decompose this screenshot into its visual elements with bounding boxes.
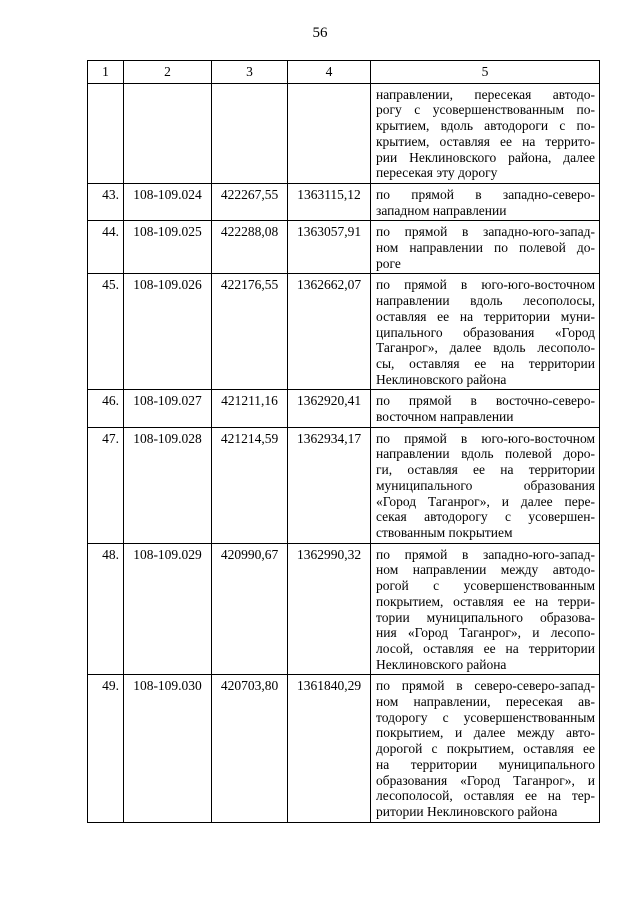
- description-line: пересекая эту дорогу: [376, 165, 498, 181]
- description-cell: [371, 427, 600, 543]
- description-cell: [371, 543, 600, 675]
- num-cell: 44.: [88, 221, 124, 274]
- description-line: роге: [376, 255, 401, 271]
- y-coordinate-cell: [288, 83, 371, 183]
- description-line: по прямой в северо-северо-запад-: [376, 678, 595, 694]
- description-line: крытием, вдоль автодороги с по-: [376, 118, 595, 134]
- description-line: по прямой в юго-юго-восточном: [376, 277, 595, 293]
- description-line: оставляя ее на территории муни-: [376, 308, 595, 324]
- description-line: лосой, оставляя ее на территории: [376, 640, 595, 656]
- code-cell: 108-109.030: [124, 675, 212, 822]
- description-line: ствованным покрытием: [376, 524, 513, 540]
- description-line: западном направлении: [376, 202, 507, 218]
- description-cell: [371, 221, 600, 274]
- y-coordinate-cell: 1362990,32: [288, 543, 371, 675]
- description-line: рии Неклиновского района, далее: [376, 149, 595, 165]
- num-cell: 48.: [88, 543, 124, 675]
- description-line: секая автодорогу с усовершен-: [376, 509, 595, 525]
- description-line: тории муниципального образова-: [376, 609, 595, 625]
- description-cell: [371, 390, 600, 427]
- description-line: направлении вдоль полевой доро-: [376, 446, 595, 462]
- y-coordinate-cell: 1362920,41: [288, 390, 371, 427]
- description-cell: [371, 83, 600, 183]
- description-line: по прямой в западно-северо-: [376, 186, 595, 202]
- description-line: по прямой в юго-юго-восточном: [376, 430, 595, 446]
- description-line: Таганрог», далее вдоль лесополо-: [376, 340, 595, 356]
- description-line: ном направлении по полевой до-: [376, 240, 595, 256]
- num-cell: 49.: [88, 675, 124, 822]
- y-coordinate-cell: 1361840,29: [288, 675, 371, 822]
- num-cell: 46.: [88, 390, 124, 427]
- description-line: восточном направлении: [376, 409, 514, 425]
- x-coordinate-cell: 421214,59: [212, 427, 288, 543]
- description-line: ном направлении, пересекая ав-: [376, 694, 595, 710]
- x-coordinate-cell: 422288,08: [212, 221, 288, 274]
- boundary-table: [87, 60, 600, 823]
- code-cell: 108-109.029: [124, 543, 212, 675]
- y-coordinate-cell: 1362934,17: [288, 427, 371, 543]
- page-number: 56: [312, 25, 328, 41]
- description-line: направлении вдоль лесополосы,: [376, 293, 595, 309]
- num-cell: [88, 83, 124, 183]
- description-line: крытием, оставляя ее на террито-: [376, 133, 595, 149]
- description-cell: [371, 274, 600, 390]
- x-coordinate-cell: 422176,55: [212, 274, 288, 390]
- table-row: [88, 183, 600, 220]
- header-cell: 2: [124, 61, 212, 84]
- description-line: на территории муниципального: [376, 756, 595, 772]
- code-cell: 108-109.028: [124, 427, 212, 543]
- table-row: [88, 427, 600, 543]
- header-cell: 4: [288, 61, 371, 84]
- num-cell: 45.: [88, 274, 124, 390]
- description-line: по прямой в западно-юго-запад-: [376, 546, 595, 562]
- num-cell: 43.: [88, 183, 124, 220]
- description-line: по прямой в западно-юго-запад-: [376, 224, 595, 240]
- description-line: «Город Таганрог», и далее пере-: [376, 493, 595, 509]
- code-cell: 108-109.026: [124, 274, 212, 390]
- table-row: [88, 274, 600, 390]
- description-line: ния «Город Таганрог», и лесопо-: [376, 625, 595, 641]
- header-cell: 3: [212, 61, 288, 84]
- num-cell: 47.: [88, 427, 124, 543]
- table-row: [88, 390, 600, 427]
- description-line: тодорогу с усовершенствованным: [376, 709, 595, 725]
- description-line: ритории Неклиновского района: [376, 803, 558, 819]
- x-coordinate-cell: [212, 83, 288, 183]
- code-cell: 108-109.027: [124, 390, 212, 427]
- y-coordinate-cell: 1363115,12: [288, 183, 371, 220]
- description-line: рогу с усовершенствованным по-: [376, 102, 595, 118]
- code-cell: 108-109.025: [124, 221, 212, 274]
- table-header-row: [88, 61, 600, 84]
- description-line: сы, оставляя ее на территории: [376, 355, 595, 371]
- description-line: ном направлении между автодо-: [376, 562, 595, 578]
- description-line: Неклиновского района: [376, 371, 507, 387]
- header-cell: 5: [371, 61, 600, 84]
- table-row-continuation: [88, 83, 600, 183]
- x-coordinate-cell: 421211,16: [212, 390, 288, 427]
- x-coordinate-cell: 422267,55: [212, 183, 288, 220]
- description-line: по прямой в восточно-северо-: [376, 393, 595, 409]
- description-line: покрытием, и далее между авто-: [376, 725, 595, 741]
- table-row: [88, 221, 600, 274]
- code-cell: 108-109.024: [124, 183, 212, 220]
- table-row: [88, 675, 600, 822]
- description-cell: [371, 183, 600, 220]
- y-coordinate-cell: 1363057,91: [288, 221, 371, 274]
- description-line: ги, оставляя ее на территории: [376, 462, 595, 478]
- description-line: дорогой с покрытием, оставляя ее: [376, 741, 595, 757]
- description-line: образования «Город Таганрог», и: [376, 772, 595, 788]
- description-line: муниципального образования: [376, 477, 595, 493]
- table-row: [88, 543, 600, 675]
- y-coordinate-cell: 1362662,07: [288, 274, 371, 390]
- description-cell: [371, 675, 600, 822]
- description-line: ципального образования «Город: [376, 324, 595, 340]
- description-line: рогой с усовершенствованным: [376, 578, 595, 594]
- x-coordinate-cell: 420703,80: [212, 675, 288, 822]
- description-line: покрытием, оставляя ее на терри-: [376, 593, 595, 609]
- header-cell: 1: [88, 61, 124, 84]
- x-coordinate-cell: 420990,67: [212, 543, 288, 675]
- description-line: направлении, пересекая автодо-: [376, 86, 595, 102]
- code-cell: [124, 83, 212, 183]
- description-line: Неклиновского района: [376, 656, 507, 672]
- description-line: лесополосой, оставляя ее на тер-: [376, 788, 595, 804]
